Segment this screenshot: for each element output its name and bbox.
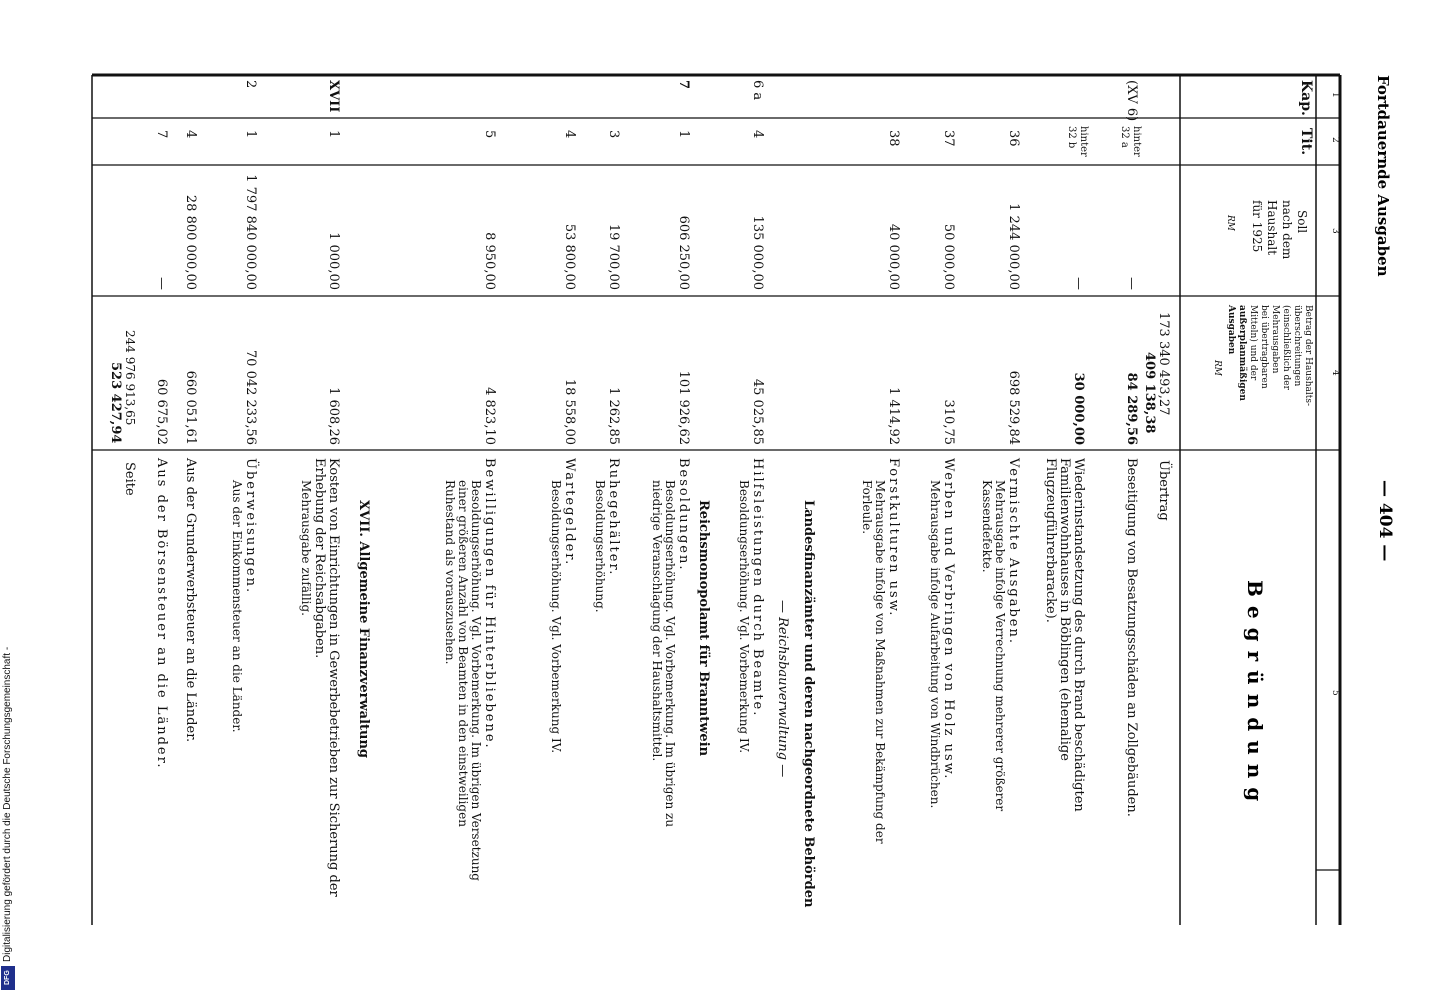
row-tit: 1 [326, 130, 341, 139]
header-kap: Kap. [1298, 80, 1314, 116]
section-subheading: Landesfinanzämter und deren nachgeordnete Behörden [801, 500, 816, 908]
carry-label: Übertrag [1156, 460, 1171, 521]
row-subtext: Besoldungserhöhung. [593, 480, 607, 613]
section-subheading: — Reichsbauverwaltung — [775, 600, 790, 778]
row-kap: 7 [676, 80, 691, 90]
header-betrag-line: Mehrausgaben [1270, 305, 1280, 374]
row-soll: 1 000,00 [326, 232, 341, 290]
row-subtext: Aus der Einkommensteuer an die Länder. [230, 480, 244, 733]
column-number: 1 [1330, 92, 1340, 98]
row-betrag: 84 289,56 [1124, 372, 1139, 445]
row-subtext: Besoldungserhöhung. Vgl. Vorbemerkung IV. [549, 480, 563, 754]
column-number: 3 [1330, 228, 1340, 234]
row-soll: 40 000,00 [886, 223, 901, 290]
row-betrag: 1 262,85 [606, 387, 621, 445]
row-text: Aus der Grunderwerbsteuer an die Länder. [183, 458, 198, 743]
row-betrag: 45 025,85 [750, 378, 765, 445]
row-tit: 36 [1006, 130, 1021, 147]
row-betrag: 4 823,10 [482, 387, 497, 445]
digitization-text: Digitalisierung gefördert durch die Deutsche Forschungsgemeinschaft - [2, 646, 13, 962]
header-soll-line: für 1925 [1250, 200, 1264, 253]
row-subtext: einer größeren Anzahl von Beamten in den einstweiligen [456, 480, 470, 827]
header-soll-line: Haushalt [1265, 200, 1279, 256]
row-text: Vermischte Ausgaben. [1006, 458, 1021, 645]
row-betrag: 698 529,84 [1006, 370, 1021, 445]
section-subheading: Reichsmonopolamt für Branntwein [696, 500, 711, 757]
row-tit: 4 [562, 130, 577, 139]
row-tit: 3 [606, 130, 621, 139]
row-subtext: Mehrausgabe infolge Verrechnung mehrerer größerer [993, 480, 1007, 812]
header-betrag-line: außerplanmäßigen [1237, 305, 1247, 401]
row-tit: 7 [154, 130, 169, 139]
header-betrag-line: Ausgaben [1226, 305, 1236, 355]
row-tit: 1 [676, 130, 691, 139]
row-betrag: 310,75 [941, 399, 956, 445]
row-text: Flugzeugführerbaracke). [1043, 458, 1058, 623]
row-subtext: Kassendefekte. [980, 480, 994, 573]
row-betrag: 60 675,02 [154, 378, 169, 445]
dfg-logo: DFG [1, 966, 15, 990]
section-heading: Begründung [1243, 580, 1267, 811]
row-soll: 8 950,00 [482, 232, 497, 290]
row-betrag: 18 558,00 [562, 378, 577, 445]
row-text: Bewilligungen für Hinterbliebene. [482, 458, 497, 750]
row-text: Familienwohnhauses in Böblingen (ehemalige [1057, 458, 1072, 761]
row-text: Hilfsleistungen durch Beamte. [750, 458, 765, 718]
row-tit: 32 b [1066, 126, 1077, 149]
row-subtext: Besoldungserhöhung. Vgl. Vorbemerkung IV. [737, 480, 751, 754]
header-betrag-line: überschreitungen [1292, 305, 1302, 387]
header-betrag-line: bei übertragbaren [1259, 305, 1269, 389]
row-tit: hinter [1078, 126, 1089, 157]
row-soll: 135 000,00 [750, 215, 765, 290]
carry-value: 173 340 493,27 [1156, 312, 1171, 416]
row-kap: 2 [243, 80, 258, 89]
row-betrag: 101 926,62 [676, 370, 691, 445]
row-subtext: Besoldungserhöhung. Vgl. Vorbemerkung. Im übrigen zu [663, 480, 677, 828]
row-tit: 4 [750, 130, 765, 139]
row-subtext: Besoldungserhöhung. Vgl. Vorbemerkung. Im übrigen Versetzung [469, 480, 483, 881]
row-text: Werben und Verbringen von Holz usw. [941, 458, 956, 781]
header-soll-line: nach dem [1280, 200, 1294, 260]
row-subtext: niedrige Veranschlagung der Haushaltsmittel. [650, 480, 664, 762]
row-text: Beseitigung von Besatzungsschäden an Zollgebäuden. [1124, 458, 1139, 817]
row-subtext: Forleule. [860, 480, 874, 535]
header-soll-unit: RM [1225, 215, 1235, 231]
row-kap: (XV 6) [1124, 80, 1139, 122]
page-number: — 404 — [1375, 480, 1395, 562]
row-soll: — [154, 277, 169, 290]
row-tit: 5 [482, 130, 497, 139]
row-tit: 4 [183, 130, 198, 139]
row-soll: 19 700,00 [606, 223, 621, 290]
row-text: Forstkulturen usw. [886, 458, 901, 618]
row-betrag: 70 042 233,56 [243, 349, 258, 445]
row-kap: 6 a [750, 80, 765, 101]
row-tit: 1 [243, 130, 258, 139]
column-number: 4 [1330, 370, 1340, 376]
header-betrag-line: Betrag der Haushalts- [1303, 305, 1313, 407]
row-text: Erhebung der Reichsabgaben. [312, 458, 327, 659]
row-subtext: Mehrausgabe infolge Aufarbeitung von Windbrüchen. [928, 480, 942, 809]
row-tit: 38 [886, 130, 901, 147]
header-betrag-line: (einschließlich der [1281, 305, 1291, 390]
row-betrag: 1 608,26 [326, 387, 341, 445]
row-soll: 1 244 000,00 [1006, 203, 1021, 290]
row-text: Wiederinstandsetzung des durch Brand beschädigten [1071, 458, 1086, 812]
row-subtext: Ruhestand als vorauszusehen. [443, 480, 457, 665]
row-kap: XVII [326, 80, 341, 113]
row-tit: hinter [1131, 126, 1142, 157]
column-number: 5 [1330, 690, 1340, 696]
row-subtext: Mehrausgabe infolge von Maßnahmen zur Bekämpfung der [873, 480, 887, 844]
row-soll: 28 800 000,00 [183, 194, 198, 290]
row-subtext: Mehrausgabe zufällig. [299, 480, 313, 616]
row-text: Besoldungen. [676, 458, 691, 572]
row-soll: 50 000,00 [941, 223, 956, 290]
header-betrag-line: Mitteln) und der [1248, 305, 1258, 381]
carry-value: 409 138,38 [1142, 352, 1157, 434]
row-tit: 32 a [1119, 126, 1130, 148]
row-soll: 53 800,00 [562, 223, 577, 290]
header-soll-line: Soll [1295, 210, 1309, 234]
row-tit: 37 [941, 130, 956, 147]
header-betrag-unit: RM [1212, 360, 1222, 376]
row-soll: — [1124, 277, 1139, 290]
header-tit: Tit. [1298, 128, 1314, 156]
running-head: Fortdauernde Ausgaben [1374, 75, 1392, 277]
total-value: 244 976 913,65 [123, 330, 137, 426]
row-text: Ruhegehälter. [606, 458, 621, 577]
digitization-footer [0, 602, 16, 962]
row-soll: 1 797 840 000,00 [243, 174, 258, 290]
row-betrag: 30 000,00 [1071, 372, 1086, 445]
column-number: 2 [1330, 137, 1340, 143]
row-text: Überweisungen. [243, 458, 258, 595]
row-text: Aus der Börsensteuer an die Länder. [154, 458, 169, 770]
row-soll: — [1071, 277, 1086, 290]
row-text: Kosten von Einrichtungen in Gewerbebetrieben zur Sicherung der [326, 458, 341, 897]
row-betrag: 1 414,92 [886, 387, 901, 445]
row-soll: 606 250,00 [676, 215, 691, 290]
total-value: 523 427,94 [108, 362, 123, 444]
section-subheading: XVII. Allgemeine Finanzverwaltung [356, 500, 371, 759]
row-text: Wartegelder. [562, 458, 577, 567]
total-label: Seite [122, 462, 137, 496]
row-betrag: 660 051,61 [183, 370, 198, 445]
